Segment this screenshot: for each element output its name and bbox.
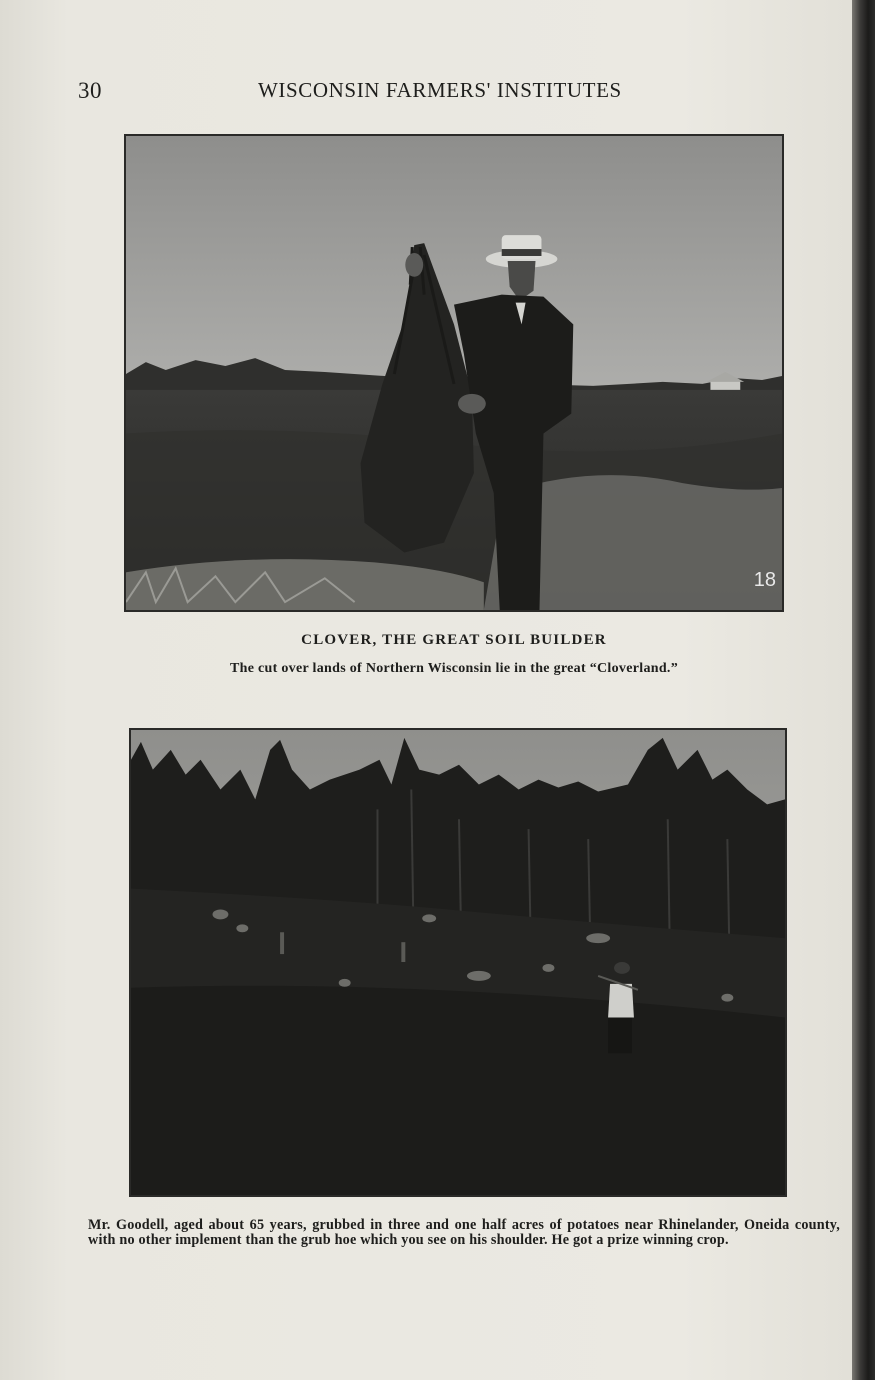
plate-number: 18 — [753, 569, 776, 591]
book-binding-edge — [852, 0, 875, 1380]
figure-2-caption-text: Mr. Goodell, aged about 65 years, grubbed in three and one half acres of potatoes near Rhinelander, Oneida county, with no other implement than the grub hoe which you see on his shoulder. He got a prize winning crop. — [88, 1217, 840, 1248]
clover-photograph — [124, 134, 784, 612]
figure-1-caption-title: CLOVER, THE GREAT SOIL BUILDER — [301, 632, 607, 648]
potato-field-photograph — [129, 728, 787, 1197]
page-number: 30 — [78, 78, 102, 103]
clover-photo-image — [126, 136, 782, 610]
potato-field-photo-image — [131, 730, 785, 1195]
figure-1-caption-text: The cut over lands of Northern Wisconsin lie in the great “Cloverland.” — [229, 661, 679, 676]
running-head: WISCONSIN FARMERS' INSTITUTES — [258, 78, 622, 102]
